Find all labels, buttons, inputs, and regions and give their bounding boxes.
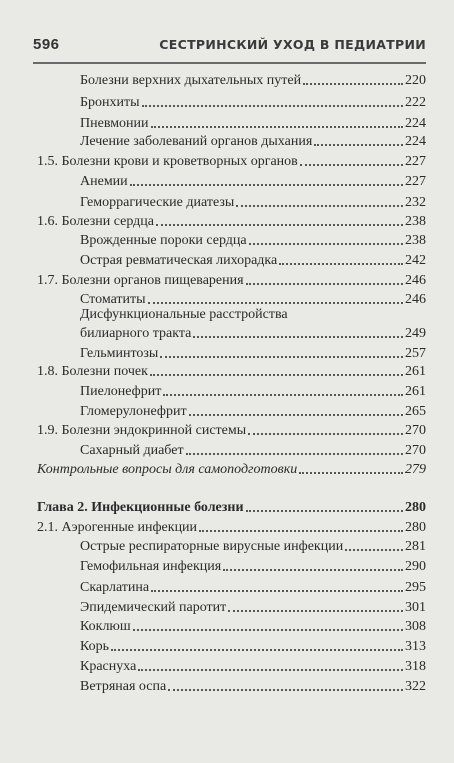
leader-dots	[160, 356, 403, 358]
toc-entry	[37, 361, 426, 380]
leader-dots	[279, 263, 403, 265]
toc-entry-title: Анемии	[80, 174, 128, 189]
toc-entry-title: Болезни верхних дыхательных путей	[80, 73, 302, 88]
toc-entry	[80, 92, 426, 111]
toc-entry-title: Острая ревматическая лихорадка	[80, 253, 278, 268]
toc-entry	[37, 517, 426, 536]
leader-dots	[142, 105, 403, 107]
toc-entry	[37, 151, 426, 170]
toc-entry	[80, 597, 426, 616]
toc-entry-title: Гломерулонефрит	[80, 404, 187, 419]
toc-entry-title: Пневмонии	[80, 116, 149, 131]
running-title: СЕСТРИНСКИЙ УХОД В ПЕДИАТРИИ	[159, 37, 426, 52]
toc-entry	[80, 323, 426, 342]
toc-entry	[80, 131, 426, 150]
leader-dots	[189, 414, 403, 416]
toc-entry-page: 308	[405, 619, 426, 634]
toc-entry-title: Корь	[80, 639, 110, 654]
toc-entry-title: билиарного тракта	[80, 326, 192, 341]
toc-entry-title: Пиелонефрит	[80, 384, 162, 399]
toc-entry-title: Краснуха	[80, 659, 137, 674]
toc-entry	[80, 192, 426, 211]
leader-dots	[236, 205, 403, 207]
toc-entry-title: 1.8. Болезни почек	[37, 364, 148, 379]
toc-entry-page: 238	[405, 214, 426, 229]
toc-entry-chapter	[37, 497, 426, 516]
toc-entry	[80, 636, 426, 655]
toc-entry-title: Эпидемический паротит	[80, 600, 227, 615]
leader-dots	[150, 374, 403, 376]
toc-entry-page: 301	[405, 600, 426, 615]
leader-dots	[300, 164, 403, 166]
toc-entry-title: Гельминтозы	[80, 346, 159, 361]
leader-dots	[111, 649, 403, 651]
toc-entry	[80, 230, 426, 249]
toc-entry	[37, 420, 426, 439]
leader-dots	[246, 510, 403, 512]
toc-entry-title: Ветряная оспа	[80, 679, 167, 694]
toc-entry	[80, 676, 426, 695]
toc-entry-title-line1: Дисфункциональные расстройства	[80, 307, 288, 322]
toc-entry-title: 1.9. Болезни эндокринной системы	[37, 423, 247, 438]
toc-entry	[80, 343, 426, 362]
page-number: 596	[33, 36, 60, 53]
toc-entry-title: Врожденные пороки сердца	[80, 233, 247, 248]
toc-entry-page: 224	[405, 134, 426, 149]
toc-entry-page: 257	[405, 346, 426, 361]
toc-entry-title: Скарлатина	[80, 580, 150, 595]
toc-entry-title: Коклюш	[80, 619, 131, 634]
toc-entry	[80, 577, 426, 596]
leader-dots	[130, 184, 403, 186]
toc-entry-title: Контрольные вопросы для самоподготовки	[37, 462, 298, 477]
toc-entry-title: Лечение заболеваний органов дыхания	[80, 134, 313, 149]
toc-entry-page: 270	[405, 423, 426, 438]
leader-dots	[193, 336, 403, 338]
toc-entry-page: 232	[405, 195, 426, 210]
toc-entry-title: Гемофильная инфекция	[80, 559, 222, 574]
toc-entry-page: 270	[405, 443, 426, 458]
toc-entry	[37, 270, 426, 289]
toc-entry-page: 222	[405, 95, 426, 110]
toc-entry-title: Глава 2. Инфекционные болезни	[37, 500, 244, 515]
toc-entry-page: 246	[405, 273, 426, 288]
toc-entry-title: Сахарный диабет	[80, 443, 184, 458]
toc-entry	[80, 536, 426, 555]
leader-dots	[199, 530, 403, 532]
toc-entry-page: 318	[405, 659, 426, 674]
toc-entry-page: 220	[405, 73, 426, 88]
toc-entry	[80, 556, 426, 575]
toc-entry-title: 1.6. Болезни сердца	[37, 214, 154, 229]
leader-dots	[299, 472, 403, 474]
toc-entry	[80, 70, 426, 89]
leader-dots	[186, 453, 403, 455]
toc-entry-page: 281	[405, 539, 426, 554]
leader-dots	[249, 243, 403, 245]
leader-dots	[133, 629, 403, 631]
toc-entry-page: 295	[405, 580, 426, 595]
toc-entry-page: 227	[405, 154, 426, 169]
toc-entry-page: 322	[405, 679, 426, 694]
toc-entry-page: 290	[405, 559, 426, 574]
leader-dots	[151, 590, 403, 592]
toc-entry	[80, 616, 426, 635]
leader-dots	[138, 669, 403, 671]
toc-entry-page: 227	[405, 174, 426, 189]
toc-entry-page: 238	[405, 233, 426, 248]
leader-dots	[151, 126, 403, 128]
leader-dots	[156, 224, 403, 226]
toc-entry-title: Стоматиты	[80, 292, 146, 307]
leader-dots	[148, 302, 403, 304]
leader-dots	[345, 549, 403, 551]
toc-entry	[80, 381, 426, 400]
toc-entry	[80, 113, 426, 132]
toc-entry	[37, 211, 426, 230]
toc-entry	[37, 459, 426, 478]
toc-entry-page: 246	[405, 292, 426, 307]
toc-entry-title: Острые респираторные вирусные инфекции	[80, 539, 344, 554]
toc-entry-page: 261	[405, 364, 426, 379]
toc-entry-page: 261	[405, 384, 426, 399]
toc-entry-page: 242	[405, 253, 426, 268]
leader-dots	[303, 83, 403, 85]
toc-entry-title: 1.5. Болезни крови и кроветворных органов	[37, 154, 298, 169]
toc-entry-page: 265	[405, 404, 426, 419]
toc-entry	[80, 656, 426, 675]
toc-entry-page: 279	[405, 462, 426, 477]
toc-entry-page: 280	[405, 520, 426, 535]
leader-dots	[163, 394, 403, 396]
toc-entry-title: 1.7. Болезни органов пищеварения	[37, 273, 244, 288]
toc-entry	[80, 171, 426, 190]
page-header	[33, 36, 426, 64]
leader-dots	[223, 569, 403, 571]
toc-entry-page: 313	[405, 639, 426, 654]
leader-dots	[228, 610, 403, 612]
toc-entry-page: 280	[405, 500, 426, 515]
toc-entry-page: 224	[405, 116, 426, 131]
toc-entry-title: Бронхиты	[80, 95, 140, 110]
toc-entry	[80, 401, 426, 420]
leader-dots	[248, 433, 403, 435]
toc-entry-title: 2.1. Аэрогенные инфекции	[37, 520, 198, 535]
leader-dots	[246, 283, 403, 285]
toc-entry	[80, 440, 426, 459]
toc-entry-title: Геморрагические диатезы	[80, 195, 235, 210]
toc-entry-page: 249	[405, 326, 426, 341]
leader-dots	[168, 689, 403, 691]
leader-dots	[314, 144, 403, 146]
toc-entry	[80, 250, 426, 269]
